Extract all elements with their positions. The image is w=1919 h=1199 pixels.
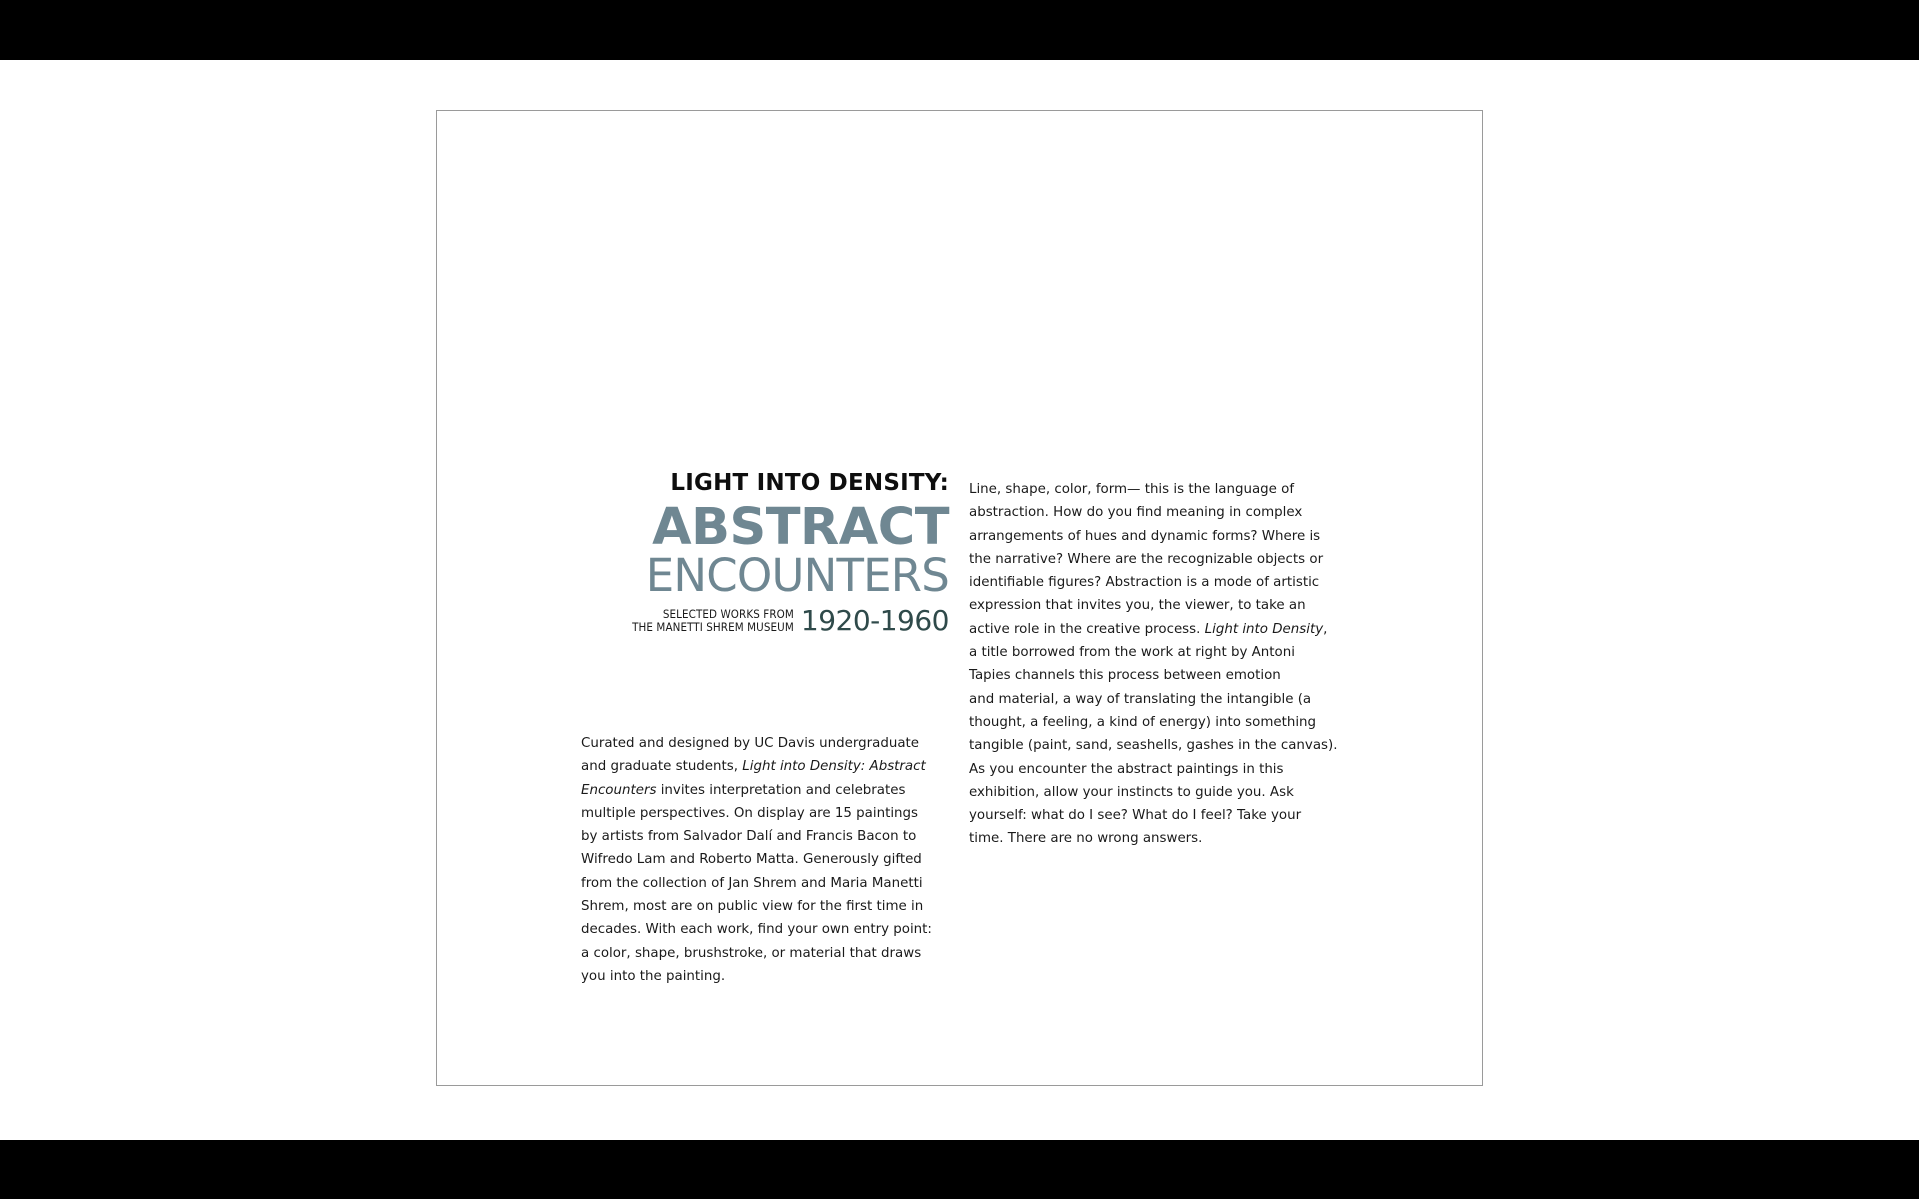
body-text-segment: the narrative? Where are the recognizable objects or — [969, 551, 1324, 567]
body-text-segment: expression that invites you, the viewer, to take an — [969, 598, 1306, 614]
text-line — [969, 641, 1349, 664]
body-text-segment: time. There are no wrong answers. — [969, 831, 1203, 847]
body-text-segment: multiple perspectives. On display are 15 paintings — [581, 805, 919, 821]
body-text-segment: invites interpretation and celebrates — [656, 782, 906, 798]
right-column-text — [969, 478, 1349, 851]
title-subtitle — [632, 608, 794, 634]
text-line — [969, 501, 1349, 524]
body-text-segment: , — [1323, 621, 1328, 637]
text-line — [969, 688, 1349, 711]
title-main-line2: ENCOUNTERS — [645, 549, 949, 602]
text-line — [581, 942, 941, 965]
body-text-segment: abstraction. How do you find meaning in complex — [969, 505, 1303, 521]
text-line — [581, 755, 941, 778]
body-text-segment: and material, a way of translating the intangible (a — [969, 691, 1312, 707]
title-main — [582, 498, 949, 602]
letterbox-bottom — [0, 1140, 1919, 1199]
body-text-segment: a color, shape, brushstroke, or material that draws — [581, 945, 922, 961]
body-text-segment: thought, a feeling, a kind of energy) into something — [969, 714, 1317, 730]
text-line — [969, 548, 1349, 571]
italic-title-text: Light into Density — [1204, 621, 1324, 637]
body-text-segment: exhibition, allow your instincts to guide you. Ask — [969, 784, 1294, 800]
text-line — [581, 848, 941, 871]
title-kicker: LIGHT INTO DENSITY: — [670, 470, 949, 496]
text-line — [581, 732, 941, 755]
title-footer — [582, 604, 949, 637]
body-text-segment: yourself: what do I see? What do I feel? Take your — [969, 808, 1302, 824]
italic-title-text: Encounters — [581, 782, 657, 798]
body-text-segment: Curated and designed by UC Davis undergraduate — [581, 736, 920, 751]
body-text-segment: active role in the creative process. — [969, 621, 1205, 637]
left-column-text — [581, 732, 941, 988]
body-text-segment: decades. With each work, find your own entry point: — [581, 922, 932, 938]
text-line — [969, 594, 1349, 617]
body-text-segment: and graduate students, — [581, 759, 743, 775]
body-text-segment: tangible (paint, sand, seashells, gashes in the canvas). — [969, 738, 1338, 754]
exhibition-title-block — [582, 469, 949, 637]
body-text-segment: Line, shape, color, form— this is the language of — [969, 482, 1295, 497]
body-text-segment: from the collection of Jan Shrem and Maria Manetti — [581, 875, 923, 891]
title-main-line1: ABSTRACT — [652, 498, 949, 557]
body-text-segment: Tapies channels this process between emotion — [969, 668, 1281, 684]
text-line — [969, 571, 1349, 594]
text-line — [969, 781, 1349, 804]
text-line — [581, 802, 941, 825]
text-line — [969, 478, 1349, 501]
slide-stage — [0, 60, 1919, 1140]
title-years: 1920-1960 — [800, 604, 949, 637]
text-line — [969, 804, 1349, 827]
body-text-segment: Wifredo Lam and Roberto Matta. Generously gifted — [581, 852, 922, 868]
title-subtitle-line1: SELECTED WORKS FROM — [662, 606, 794, 621]
text-line — [581, 779, 941, 802]
body-text-segment: As you encounter the abstract paintings in this — [969, 761, 1284, 777]
body-text-segment: a title borrowed from the work at right by Antoni — [969, 645, 1295, 661]
text-line — [581, 965, 941, 988]
text-line — [969, 664, 1349, 687]
body-text-segment: by artists from Salvador Dalí and Francis Bacon to — [581, 829, 917, 845]
exhibition-panel — [436, 110, 1483, 1086]
text-line — [581, 825, 941, 848]
text-line — [969, 618, 1349, 641]
body-text-segment: identifiable figures? Abstraction is a mode of artistic — [969, 575, 1320, 591]
body-text-segment: arrangements of hues and dynamic forms? Where is — [969, 528, 1321, 544]
text-line — [581, 895, 941, 918]
letterbox-top — [0, 0, 1919, 60]
text-line — [969, 827, 1349, 850]
body-text-segment: you into the painting. — [581, 968, 726, 984]
text-line — [969, 758, 1349, 781]
text-line — [581, 872, 941, 895]
text-line — [969, 525, 1349, 548]
text-line — [581, 918, 941, 941]
body-text-segment: Shrem, most are on public view for the first time in — [581, 899, 924, 915]
title-subtitle-line2: THE MANETTI SHREM MUSEUM — [632, 619, 794, 634]
text-line — [969, 734, 1349, 757]
italic-title-text: Light into Density: Abstract — [742, 759, 926, 775]
text-line — [969, 711, 1349, 734]
